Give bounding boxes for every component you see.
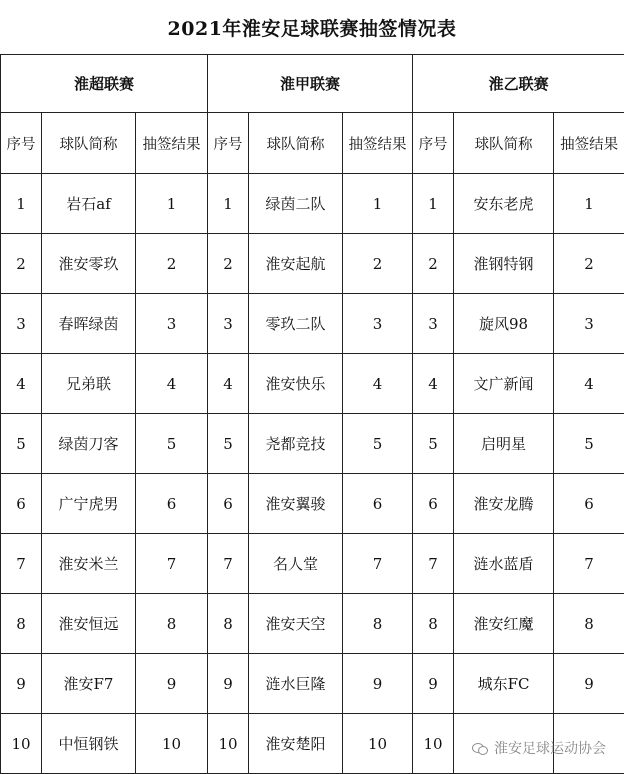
watermark-text: 淮安足球运动协会	[494, 741, 606, 757]
cell-no: 6	[413, 474, 454, 534]
cell-result: 7	[554, 534, 624, 594]
cell-no: 2	[208, 234, 249, 294]
cell-team: 旋风98	[454, 294, 554, 354]
cell-team: 零玖二队	[249, 294, 343, 354]
cell-result: 10	[343, 714, 413, 774]
cell-team: 淮安楚阳	[249, 714, 343, 774]
cell-result: 9	[343, 654, 413, 714]
cell-result: 5	[554, 414, 624, 474]
cell-result: 2	[136, 234, 208, 294]
cell-result: 4	[343, 354, 413, 414]
cell-no: 3	[208, 294, 249, 354]
cell-result: 4	[136, 354, 208, 414]
cell-no: 7	[413, 534, 454, 594]
cell-result: 9	[554, 654, 624, 714]
cell-no: 2	[413, 234, 454, 294]
column-header-result: 抽签结果	[136, 113, 208, 174]
cell-no: 4	[1, 354, 42, 414]
cell-no: 3	[413, 294, 454, 354]
table-row	[1, 234, 624, 294]
cell-no: 1	[208, 174, 249, 234]
cell-team: 淮安米兰	[42, 534, 136, 594]
cell-team: 绿茵刀客	[42, 414, 136, 474]
column-header-row	[1, 113, 624, 174]
table-row	[1, 654, 624, 714]
cell-result: 6	[136, 474, 208, 534]
cell-result: 3	[554, 294, 624, 354]
cell-result: 8	[554, 594, 624, 654]
cell-team: 绿茵二队	[249, 174, 343, 234]
cell-team: 岩石af	[42, 174, 136, 234]
cell-team: 淮安快乐	[249, 354, 343, 414]
cell-result: 10	[136, 714, 208, 774]
cell-no: 2	[1, 234, 42, 294]
cell-no: 7	[1, 534, 42, 594]
cell-result: 6	[554, 474, 624, 534]
cell-team: 中恒钢铁	[42, 714, 136, 774]
cell-team: 春晖绿茵	[42, 294, 136, 354]
draw-table	[0, 54, 624, 774]
cell-no: 5	[208, 414, 249, 474]
cell-team: 淮安起航	[249, 234, 343, 294]
cell-team: 涟水蓝盾	[454, 534, 554, 594]
cell-team: 安东老虎	[454, 174, 554, 234]
cell-team: 名人堂	[249, 534, 343, 594]
cell-team: 淮安零玖	[42, 234, 136, 294]
column-header-no: 序号	[413, 113, 454, 174]
column-header-team: 球队简称	[454, 113, 554, 174]
cell-team: 淮安红魔	[454, 594, 554, 654]
table-row	[1, 474, 624, 534]
cell-result: 6	[343, 474, 413, 534]
cell-result: 1	[136, 174, 208, 234]
league-name-second: 淮乙联赛	[413, 55, 624, 113]
column-header-no: 序号	[208, 113, 249, 174]
league-header-row	[1, 55, 624, 113]
table-row	[1, 534, 624, 594]
cell-result: 1	[343, 174, 413, 234]
cell-team: 兄弟联	[42, 354, 136, 414]
cell-team: 广宁虎男	[42, 474, 136, 534]
table-row	[1, 594, 624, 654]
table-row	[1, 174, 624, 234]
cell-no: 4	[208, 354, 249, 414]
cell-team: 文广新闻	[454, 354, 554, 414]
wechat-icon	[472, 742, 488, 755]
cell-result: 5	[343, 414, 413, 474]
cell-no: 8	[1, 594, 42, 654]
cell-team: 城东FC	[454, 654, 554, 714]
cell-no: 10	[208, 714, 249, 774]
cell-no: 6	[1, 474, 42, 534]
cell-no: 1	[1, 174, 42, 234]
column-header-no: 序号	[1, 113, 42, 174]
cell-no: 3	[1, 294, 42, 354]
league-name-super: 淮超联赛	[1, 55, 208, 113]
cell-team: 涟水巨隆	[249, 654, 343, 714]
table-row	[1, 354, 624, 414]
cell-team: 淮安天空	[249, 594, 343, 654]
cell-result: 2	[343, 234, 413, 294]
cell-no: 6	[208, 474, 249, 534]
cell-no: 9	[208, 654, 249, 714]
cell-result: 8	[136, 594, 208, 654]
cell-team: 淮安龙腾	[454, 474, 554, 534]
column-header-team: 球队简称	[249, 113, 343, 174]
cell-no: 8	[413, 594, 454, 654]
cell-team: 尧都竞技	[249, 414, 343, 474]
cell-result: 9	[136, 654, 208, 714]
cell-no: 8	[208, 594, 249, 654]
cell-result: 7	[343, 534, 413, 594]
cell-result: 4	[554, 354, 624, 414]
cell-result: 7	[136, 534, 208, 594]
league-name-first: 淮甲联赛	[208, 55, 413, 113]
cell-result: 1	[554, 174, 624, 234]
cell-result: 5	[136, 414, 208, 474]
cell-no: 4	[413, 354, 454, 414]
cell-no: 10	[413, 714, 454, 774]
cell-no: 9	[1, 654, 42, 714]
table-row	[1, 414, 624, 474]
cell-result: 2	[554, 234, 624, 294]
cell-no: 5	[413, 414, 454, 474]
cell-team: 淮安翼骏	[249, 474, 343, 534]
column-header-result: 抽签结果	[554, 113, 624, 174]
cell-team: 启明星	[454, 414, 554, 474]
cell-no: 9	[413, 654, 454, 714]
cell-result: 8	[343, 594, 413, 654]
cell-no: 5	[1, 414, 42, 474]
cell-result: 3	[136, 294, 208, 354]
cell-no: 10	[1, 714, 42, 774]
table-row	[1, 294, 624, 354]
page-title: 2021年淮安足球联赛抽签情况表	[167, 17, 457, 40]
column-header-result: 抽签结果	[343, 113, 413, 174]
cell-result: 3	[343, 294, 413, 354]
column-header-team: 球队简称	[42, 113, 136, 174]
cell-team: 淮安F7	[42, 654, 136, 714]
watermark	[472, 738, 606, 758]
cell-no: 7	[208, 534, 249, 594]
cell-no: 1	[413, 174, 454, 234]
cell-team: 淮钢特钢	[454, 234, 554, 294]
cell-team: 淮安恒远	[42, 594, 136, 654]
